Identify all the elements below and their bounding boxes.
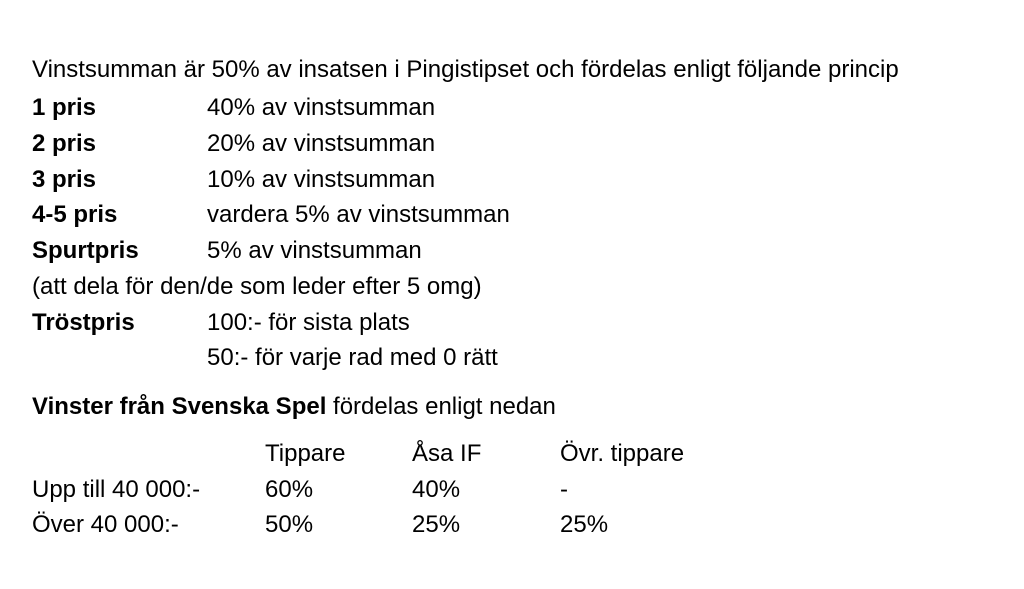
row-label: Över 40 000:- [32, 511, 179, 538]
wins-heading-rest: fördelas enligt nedan [326, 393, 556, 420]
intro-text: Vinstsumman är 50% av insatsen i Pingistipset och fördelas enligt följande princip [32, 56, 899, 83]
prize-label: 2 pris [32, 130, 97, 157]
spurt-note: (att dela för den/de som leder efter 5 omg) [32, 273, 482, 300]
column-header-asa-if: Åsa IF [412, 440, 482, 467]
prize-label: Tröstpris [32, 309, 135, 336]
cell-tippare: 50% [265, 511, 314, 538]
cell-ovr-tippare: - [560, 476, 568, 503]
prize-value: 20% av vinstsumman [207, 130, 436, 157]
cell-ovr-tippare: 25% [560, 511, 609, 538]
cell-asa-if: 25% [412, 511, 461, 538]
prize-value: 10% av vinstsumman [207, 166, 436, 193]
cell-asa-if: 40% [412, 476, 461, 503]
wins-heading [32, 392, 556, 422]
prize-label: 1 pris [32, 94, 97, 121]
prize-value: 40% av vinstsumman [207, 94, 436, 121]
column-header-tippare: Tippare [265, 440, 346, 467]
prize-label: Spurtpris [32, 237, 139, 264]
prize-value: vardera 5% av vinstsumman [207, 201, 510, 228]
prize-value: 50:- för varje rad med 0 rätt [207, 344, 498, 371]
cell-tippare: 60% [265, 476, 314, 503]
wins-heading-bold: Vinster från Svenska Spel [32, 393, 327, 420]
prize-value: 100:- för sista plats [207, 309, 410, 336]
prize-value: 5% av vinstsumman [207, 237, 422, 264]
row-label: Upp till 40 000:- [32, 476, 201, 503]
prize-label: 3 pris [32, 166, 97, 193]
column-header-ovr-tippare: Övr. tippare [560, 440, 685, 467]
prize-label: 4-5 pris [32, 201, 118, 228]
